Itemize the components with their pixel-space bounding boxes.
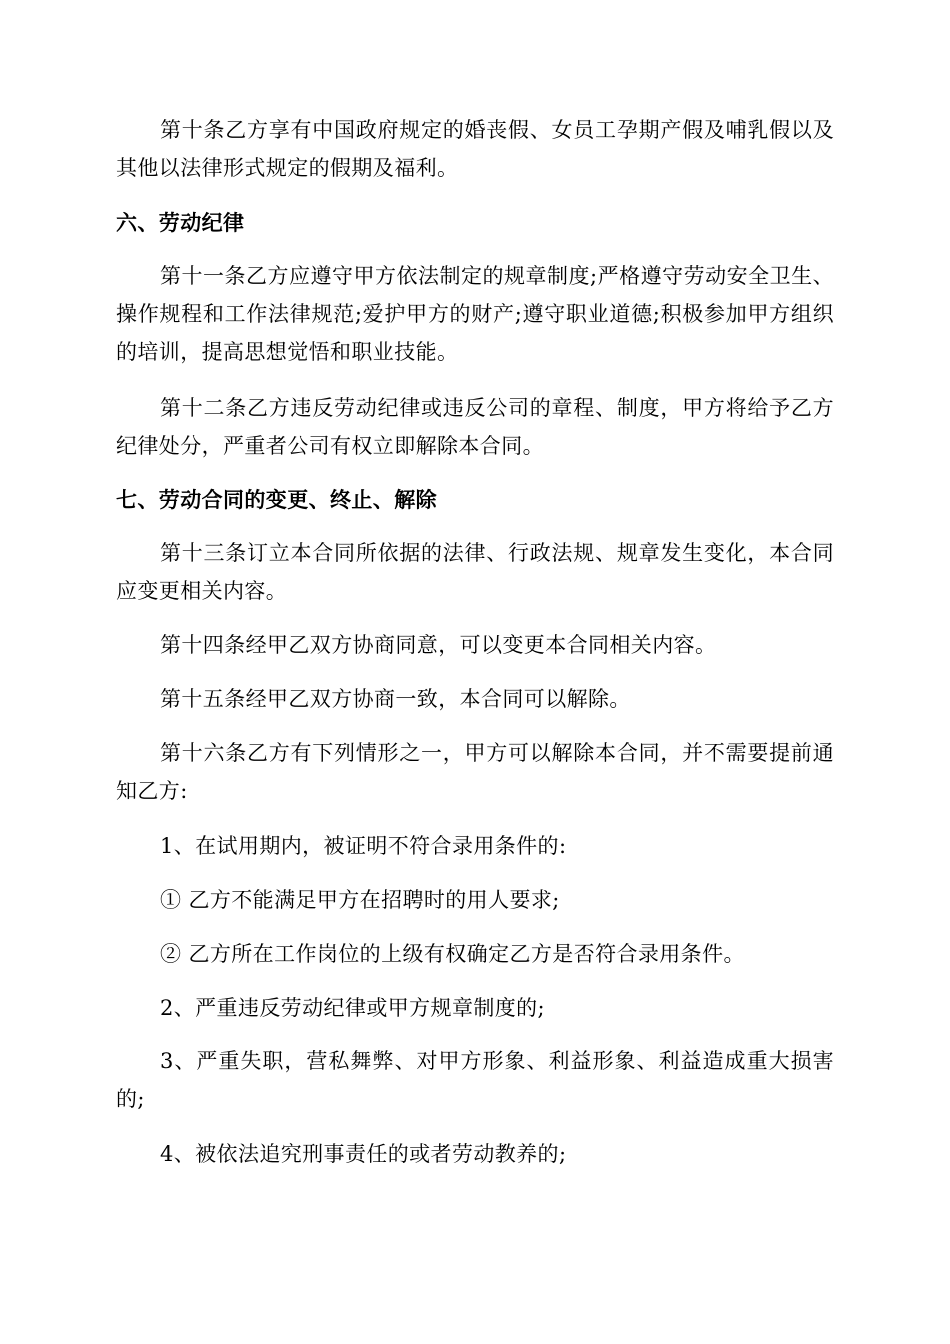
list-item-2: 2、严重违反劳动纪律或甲方规章制度的; [160, 996, 546, 1020]
clause-12: 第十二条乙方违反劳动纪律或违反公司的章程、制度，甲方将给予乙方纪律处分，严重者公司有权立即解除本合同。 [116, 396, 834, 458]
list-item-3: 3、严重失职，营私舞弊、对甲方形象、利益形象、利益造成重大损害的; [116, 1049, 834, 1111]
list-subitem-1: ① 乙方不能满足甲方在招聘时的用人要求; [160, 888, 560, 912]
clause-14: 第十四条经甲乙双方协商同意，可以变更本合同相关内容。 [160, 633, 717, 657]
section-heading-labor-discipline: 六、劳动纪律 [116, 211, 245, 235]
section-heading-contract-changes: 七、劳动合同的变更、终止、解除 [116, 488, 437, 512]
clause-10: 第十条乙方享有中国政府规定的婚丧假、女员工孕期产假及哺乳假以及其他以法律形式规定的假期及福利。 [116, 118, 834, 180]
clause-13: 第十三条订立本合同所依据的法律、行政法规、规章发生变化，本合同应变更相关内容。 [116, 541, 834, 603]
clause-11: 第十一条乙方应遵守甲方依法制定的规章制度;严格遵守劳动安全卫生、操作规程和工作法律规范;爱护甲方的财产;遵守职业道德;积极参加甲方组织的培训，提高思想觉悟和职业技能。 [116, 264, 834, 364]
list-item-4: 4、被依法追究刑事责任的或者劳动教养的; [160, 1142, 567, 1166]
list-item-1: 1、在试用期内，被证明不符合录用条件的: [160, 834, 567, 858]
clause-15: 第十五条经甲乙双方协商一致，本合同可以解除。 [160, 687, 631, 711]
list-subitem-2: ② 乙方所在工作岗位的上级有权确定乙方是否符合录用条件。 [160, 942, 745, 966]
clause-16: 第十六条乙方有下列情形之一，甲方可以解除本合同，并不需要提前通知乙方: [116, 741, 834, 803]
